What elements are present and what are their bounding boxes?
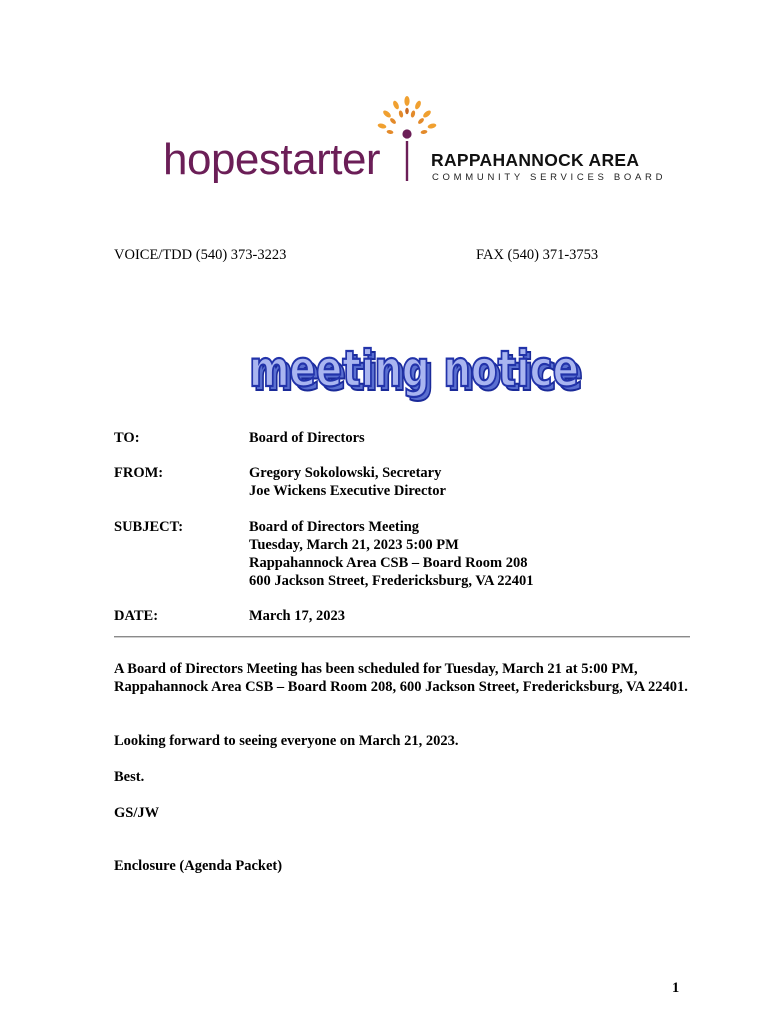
meeting-notice-title-shadow: meeting notice: [253, 344, 583, 402]
org-name: RAPPAHANNOCK AREA: [431, 150, 640, 170]
to-label: TO:: [114, 430, 140, 446]
body-paragraph-2: Looking forward to seeing everyone on March 21, 2023.: [114, 733, 459, 749]
from-line-1: Gregory Sokolowski, Secretary: [249, 465, 442, 481]
date-value: March 17, 2023: [249, 608, 345, 624]
body-paragraph-1: A Board of Directors Meeting has been scheduled for Tuesday, March 21 at 5:00 PM, Rappahannock Area CSB – Board Room 208, 600 Jackson Street, Fredericksburg, VA 22401.: [114, 661, 688, 695]
subject-line-4: 600 Jackson Street, Fredericksburg, VA 22401: [249, 573, 534, 589]
meeting-notice-title-text: meeting notice: [249, 340, 579, 398]
page-number: 1: [672, 980, 680, 996]
enclosure: Enclosure (Agenda Packet): [114, 858, 283, 874]
fax-number: FAX (540) 371-3753: [476, 247, 599, 263]
from-line-2: Joe Wickens Executive Director: [249, 483, 446, 499]
from-label: FROM:: [114, 465, 164, 481]
voice-tdd-number: VOICE/TDD (540) 373-3223: [114, 247, 287, 263]
divider: [114, 636, 690, 638]
org-subtitle: COMMUNITY SERVICES BOARD: [432, 172, 667, 183]
date-label: DATE:: [114, 608, 159, 624]
meeting-notice-title: [240, 338, 600, 418]
logo-wordmark: hopestarter: [163, 135, 381, 184]
to-value: Board of Directors: [249, 430, 365, 446]
subject-label: SUBJECT:: [114, 519, 184, 535]
subject-line-3: Rappahannock Area CSB – Board Room 208: [249, 555, 528, 571]
initials: GS/JW: [114, 805, 160, 821]
subject-line-2: Tuesday, March 21, 2023 5:00 PM: [249, 537, 459, 553]
closing: Best.: [114, 769, 145, 785]
subject-line-1: Board of Directors Meeting: [249, 519, 420, 535]
